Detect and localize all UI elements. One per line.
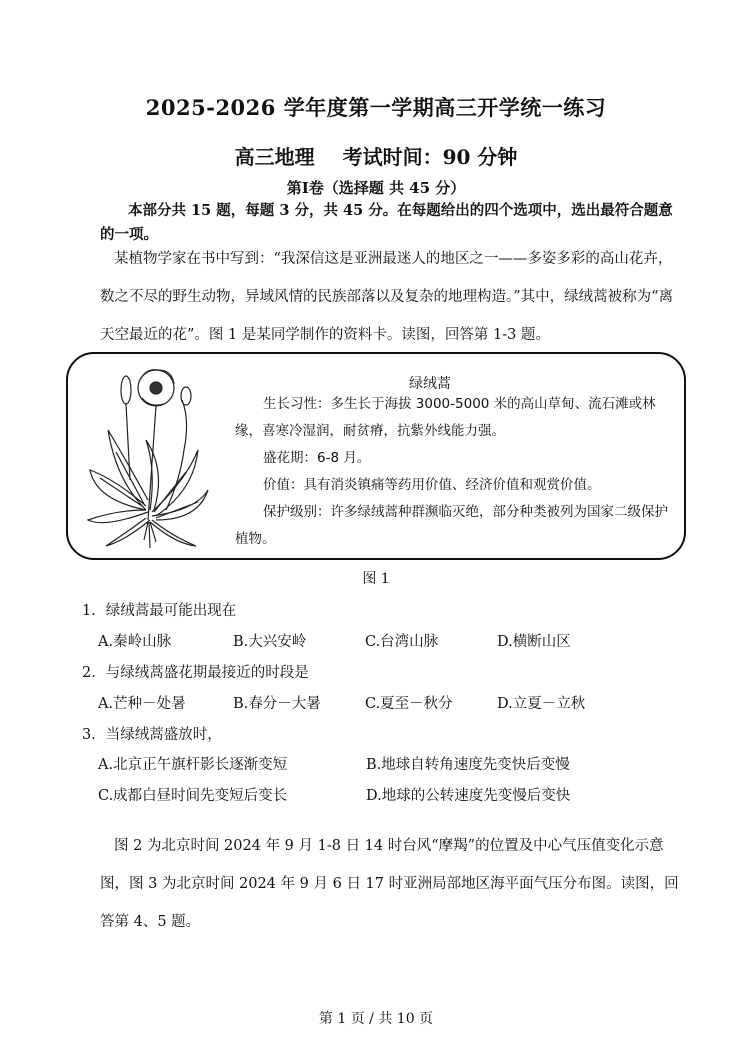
question-2-option-c[interactable]: C.夏至－秋分 bbox=[365, 696, 453, 712]
card-value: 价值：具有消炎镇痛等药用价值、经济价值和观赏价值。 bbox=[263, 477, 601, 493]
plant-illustration bbox=[86, 360, 211, 552]
subject-name: 高三地理 bbox=[234, 145, 315, 169]
question-3-option-a[interactable]: A.北京正午旗杆影长逐渐变短 bbox=[98, 757, 288, 773]
question-2-stem: 2．与绿绒蒿盛花期最接近的时段是 bbox=[82, 665, 309, 681]
exam-time: 考试时间：90 分钟 bbox=[342, 145, 518, 169]
card-growth: 生长习性：多生长于海拔 3000-5000 米的高山草甸、流石滩或林缘，喜寒冷湿润，耐贫瘠，抗紫外线能力强。 bbox=[235, 396, 656, 439]
question-1-option-b[interactable]: B.大兴安岭 bbox=[233, 634, 307, 650]
question-2-option-b[interactable]: B.春分－大暑 bbox=[233, 696, 321, 712]
figure2-3-paragraph: 图 2 为北京时间 2024 年 9 月 1-8 日 14 时台风“摩羯”的位置及中心气压值变化示意图，图 3 为北京时间 2024 年 9 月 6 日 17 时亚洲局部地区海平面气压分布图。读图，回答第 4、5 题。 bbox=[100, 838, 679, 930]
card-body bbox=[235, 391, 668, 553]
card-bloom: 盛花期：6-8 月。 bbox=[263, 450, 371, 466]
question-1-stem: 1．绿绒蒿最可能出现在 bbox=[82, 603, 237, 619]
question-1-option-c[interactable]: C.台湾山脉 bbox=[365, 634, 439, 650]
section-instruction: 本部分共 15 题，每题 3 分，共 45 分。在每题给出的四个选项中，选出最符合题意的一项。 bbox=[100, 202, 673, 243]
question-3-option-d[interactable]: D.地球的公转速度先变慢后变快 bbox=[366, 788, 571, 804]
subject-line bbox=[0, 141, 752, 170]
question-2-option-d[interactable]: D.立夏－立秋 bbox=[497, 696, 586, 712]
question-3-stem: 3．当绿绒蒿盛放时， bbox=[82, 727, 222, 743]
card-protection: 保护级别：许多绿绒蒿种群濒临灭绝，部分种类被列为国家二级保护植物。 bbox=[235, 504, 668, 547]
section-heading: 第Ⅰ卷（选择题 共 45 分） bbox=[286, 179, 466, 197]
question-1-option-a[interactable]: A.秦岭山脉 bbox=[98, 634, 172, 650]
question-2-option-a[interactable]: A.芒种－处暑 bbox=[98, 696, 186, 712]
figure1-caption: 图 1 bbox=[362, 571, 390, 587]
question-1-option-d[interactable]: D.横断山区 bbox=[497, 634, 571, 650]
card-title: 绿绒蒿 bbox=[409, 376, 451, 392]
intro-paragraph: 某植物学家在书中写到：“我深信这是亚洲最迷人的地区之一——多姿多彩的高山花卉，数之不尽的野生动物，异域风情的民族部落以及复杂的地理构造。”其中，绿绒蒿被称为“离天空最近的花”。图 1 是某同学制作的资料卡。读图，回答第 1-3 题。 bbox=[100, 251, 674, 343]
exam-title: 2025-2026 学年度第一学期高三开学统一练习 bbox=[145, 95, 607, 120]
page-footer: 第 1 页 / 共 10 页 bbox=[318, 1011, 434, 1027]
question-3-option-c[interactable]: C.成都白昼时间先变短后变长 bbox=[98, 788, 288, 804]
question-3-option-b[interactable]: B.地球自转角速度先变快后变慢 bbox=[366, 757, 570, 773]
